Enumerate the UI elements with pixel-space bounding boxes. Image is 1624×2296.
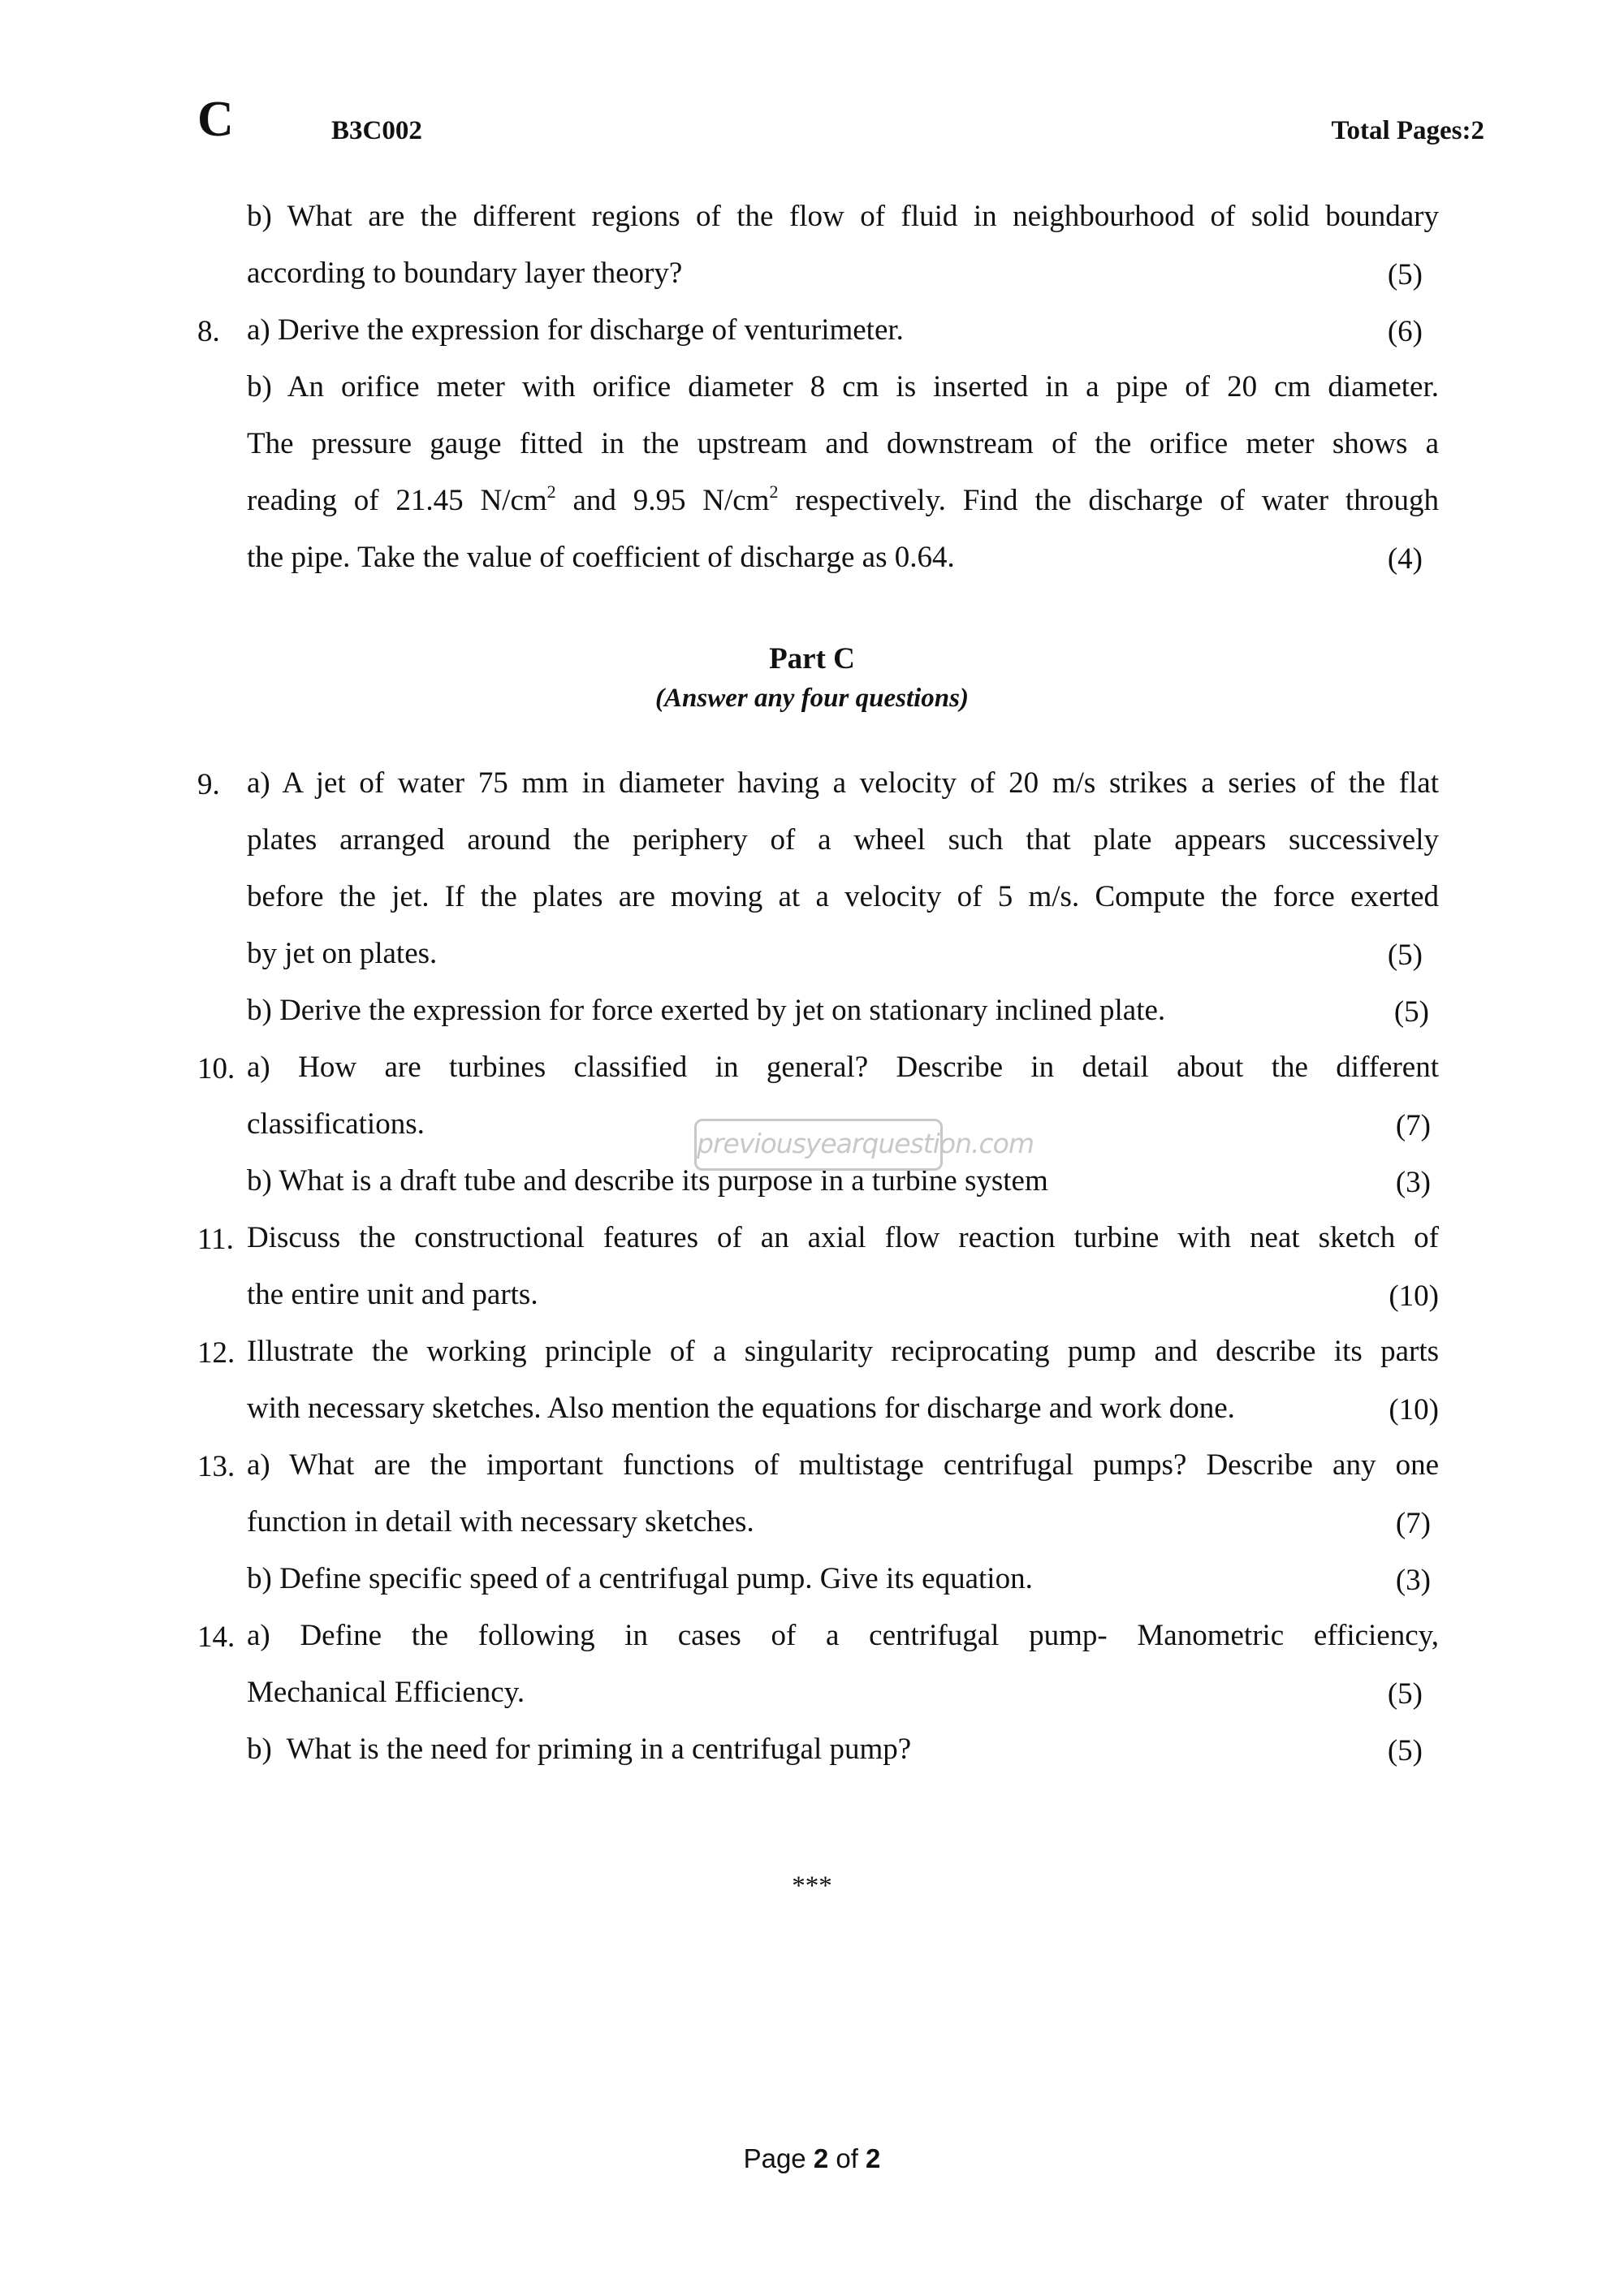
q12-line2: with necessary sketches. Also mention the equations for discharge and work done. [247,1392,1235,1425]
q10a-line1: a) How are turbines classified in general? Describe in detail about the different [247,1051,1439,1084]
part-c-instruction: (Answer any four questions) [655,684,969,713]
q8b-line1: b) An orifice meter with orifice diameter 8 cm is inserted in a pipe of 20 cm diameter. [247,370,1439,404]
q8b-line3-part2: and 9.95 N/cm [555,484,770,517]
q9a-line3: before the jet. If the plates are moving at a velocity of 5 m/s. Compute the force exerted [247,880,1439,913]
q8b-line3-part3: respectively. Find the discharge of water through [778,484,1439,517]
q9b-text: b) Derive the expression for force exerted by jet on stationary inclined plate. [247,994,1166,1027]
q11-number: 11. [197,1223,234,1256]
header-paper-code: B3C002 [331,116,422,145]
page-number-footer [0,2143,1624,2174]
end-of-paper-mark: *** [792,1871,832,1901]
footer-prefix: Page [743,2143,814,2173]
q12-line1: Illustrate the working principle of a singularity reciprocating pump and describe its parts [247,1335,1439,1368]
q12-marks: (10) [1389,1393,1439,1426]
q8a-marks: (6) [1387,315,1423,348]
q7b-line1: b) What are the different regions of the flow of fluid in neighbourhood of solid boundary [247,200,1439,233]
q9a-line4: by jet on plates. [247,937,438,970]
q8b-superscript-1: 2 [546,481,556,502]
q9b-marks: (5) [1393,995,1429,1029]
q7b-line2: according to boundary layer theory? [247,257,683,290]
q13a-line2: function in detail with necessary sketches. [247,1505,754,1539]
q11-line2: the entire unit and parts. [247,1278,538,1311]
q10b-text: b) What is a draft tube and describe its purpose in a turbine system [247,1164,1048,1198]
q11-line1: Discuss the constructional features of an axial flow reaction turbine with neat sketch of [247,1221,1439,1254]
q10a-marks: (7) [1395,1109,1431,1142]
q8b-marks: (4) [1387,542,1423,576]
q8b-line3 [247,481,1439,518]
q14-number: 14. [197,1621,235,1654]
q9-number: 9. [197,768,220,801]
q10a-line2: classifications. [247,1107,425,1141]
q14a-line2: Mechanical Efficiency. [247,1676,525,1709]
q9a-line1: a) A jet of water 75 mm in diameter having a velocity of 20 m/s strikes a series of the flat [247,766,1439,800]
q12-number: 12. [197,1336,235,1370]
q8b-superscript-2: 2 [769,481,779,502]
part-c-title: Part C [769,642,855,675]
q8b-line3-part1: reading of 21.45 N/cm [247,484,547,517]
q13a-marks: (7) [1395,1507,1431,1540]
q8a-text: a) Derive the expression for discharge of venturimeter. [247,313,904,347]
q11-marks: (10) [1389,1280,1439,1313]
q13b-marks: (3) [1395,1564,1431,1597]
q7b-marks: (5) [1387,258,1423,291]
q9a-marks: (5) [1387,939,1423,972]
q13a-line1: a) What are the important functions of multistage centrifugal pumps? Describe any one [247,1448,1439,1482]
q14a-line1: a) Define the following in cases of a centrifugal pump- Manometric efficiency, [247,1619,1439,1652]
q8b-line2: The pressure gauge fitted in the upstream and downstream of the orifice meter shows a [247,427,1439,460]
q8-number: 8. [197,315,220,348]
q8b-line4: the pipe. Take the value of coefficient of discharge as 0.64. [247,541,955,574]
q14a-marks: (5) [1387,1677,1423,1711]
q14b-text: b) What is the need for priming in a centrifugal pump? [247,1733,912,1766]
q13b-text: b) Define specific speed of a centrifugal pump. Give its equation. [247,1562,1033,1595]
footer-current-page: 2 [813,2143,829,2173]
footer-total-pages: 2 [866,2143,881,2173]
q10-number: 10. [197,1052,235,1085]
footer-middle: of [828,2143,866,2173]
header-total-pages: Total Pages:2 [1331,116,1484,145]
q10b-marks: (3) [1395,1166,1431,1199]
q14b-marks: (5) [1387,1734,1423,1767]
watermark-logo: previousyearquestion.com [694,1119,943,1171]
q9a-line2: plates arranged around the periphery of a wheel such that plate appears successively [247,823,1439,857]
q13-number: 13. [197,1450,235,1483]
header-letter: C [197,92,234,147]
